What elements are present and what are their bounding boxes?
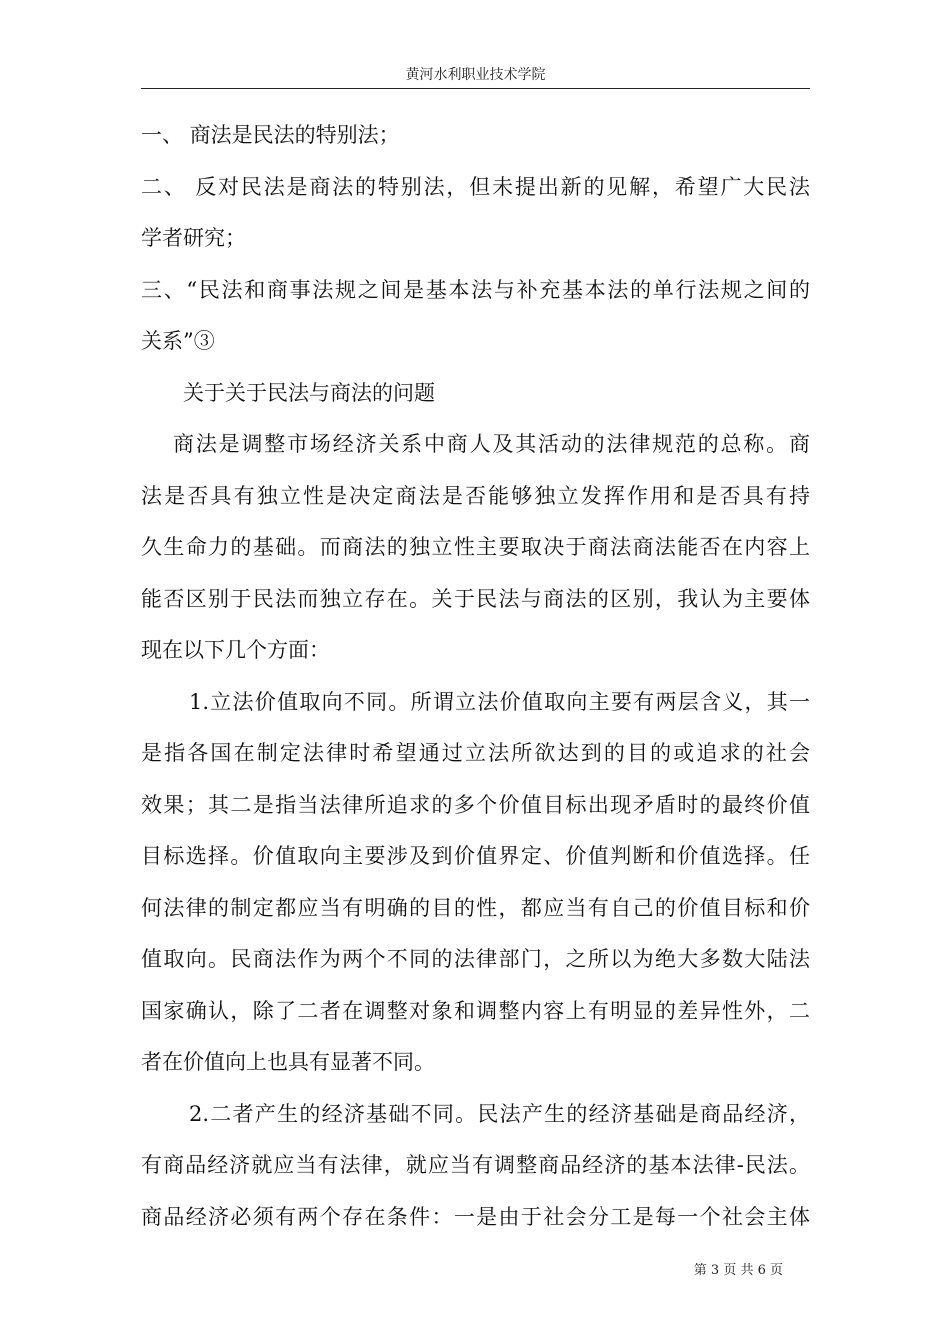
paragraph-line: 值取向。民商法作为两个不同的法律部门，之所以为绝大多数大陆法 <box>141 947 810 971</box>
list-item-two-cont: 学者研究； <box>141 226 246 250</box>
paragraph-line: 久生命力的基础。而商法的独立性主要取决于商法商法能否在内容上 <box>141 535 810 559</box>
paragraph-line: 目标选择。价值取向主要涉及到价值界定、价值判断和价值选择。任 <box>141 844 810 868</box>
paragraph-line: 现在以下几个方面： <box>141 638 330 662</box>
list-item-three: 三、“民法和商事法规之间是基本法与补充基本法的单行法规之间的 <box>141 277 810 302</box>
paragraph-line: 国家确认，除了二者在调整对象和调整内容上有明显的差异性外，二 <box>141 998 810 1023</box>
point-one-line: 1.立法价值取向不同。所谓立法价值取向主要有两层含义，其一 <box>189 689 810 714</box>
paragraph-line: 有商品经济就应当有法律，就应当有调整商品经济的基本法律-民法。 <box>141 1153 810 1177</box>
list-item-three-cont: 关系”③ <box>141 329 215 353</box>
paragraph-line: 法是否具有独立性是决定商法是否能够独立发挥作用和是否具有持 <box>141 483 810 508</box>
paragraph-line: 能否区别于民法而独立存在。关于民法与商法的区别，我认为主要体 <box>141 586 810 611</box>
paragraph-line: 者在价值向上也具有显著不同。 <box>141 1050 435 1074</box>
paragraph-line: 商品经济必须有两个存在条件：一是由于社会分工是每一个社会主体 <box>141 1204 810 1229</box>
list-item-two: 二、 反对民法是商法的特别法，但未提出新的见解，希望广大民法 <box>141 174 810 199</box>
header-school-name: 黄河水利职业技术学院 <box>405 67 546 83</box>
point-two-line: 2.二者产生的经济基础不同。民法产生的经济基础是商品经济， <box>189 1101 810 1126</box>
page-footer <box>686 1244 783 1278</box>
paragraph-line: 效果；其二是指当法律所追求的多个价值目标出现矛盾时的最终价值 <box>141 792 810 817</box>
page-number-label: 第 3 页 共 6 页 <box>693 1263 783 1278</box>
page-header <box>141 62 810 89</box>
document-body <box>141 110 810 1243</box>
paragraph-line: 商法是调整市场经济关系中商人及其活动的法律规范的总称。商 <box>173 432 810 456</box>
paragraph-line: 何法律的制定都应当有明确的目的性，都应当有自己的价值目标和价 <box>141 895 810 920</box>
paragraph-line: 是指各国在制定法律时希望通过立法所欲达到的目的或追求的社会 <box>141 741 810 765</box>
section-heading: 关于关于民法与商法的问题 <box>183 380 435 405</box>
list-item-one: 一、 商法是民法的特别法； <box>141 123 400 147</box>
